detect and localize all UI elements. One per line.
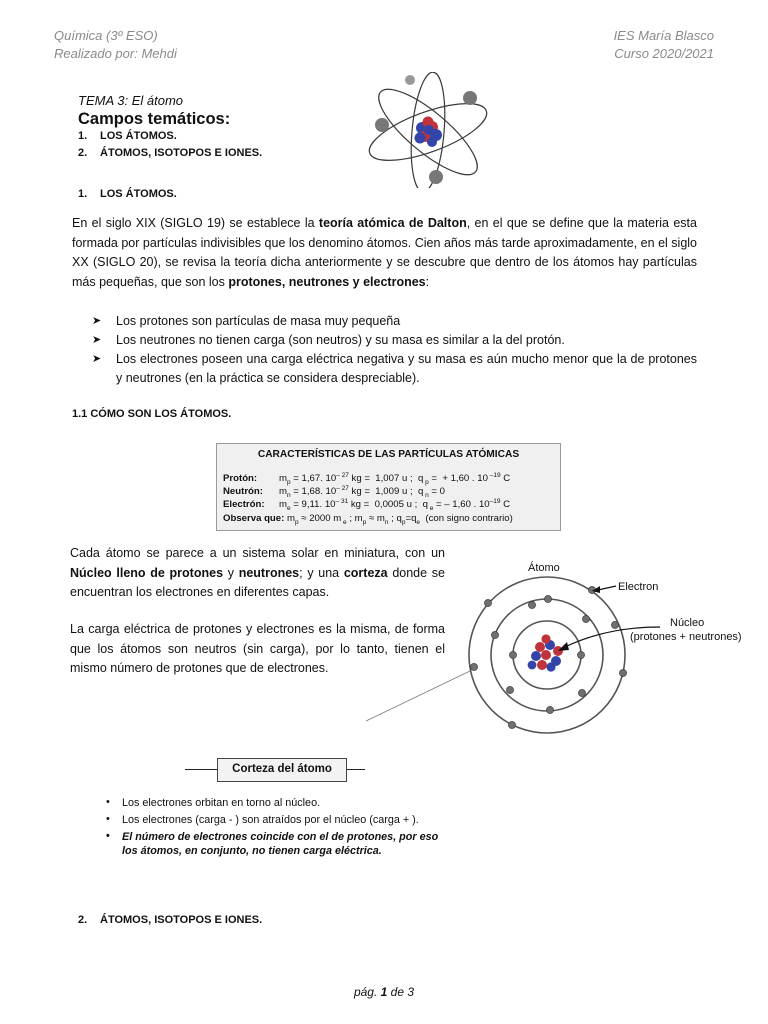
text-run: , en el que se define que la materia esta formada por partículas indivisibles que los denomino átomos. Cien años más tarde aproximadamente, en el siglo XX (SIGLO 20), se revisa la teoría dicha anteriormente y se descubre que dentro de los átomos hay partículas más pequeñas, que son los (72, 216, 697, 289)
electron-label: Electron (618, 581, 659, 593)
index-label: LOS ÁTOMOS. (100, 130, 177, 142)
section-1-1-heading: 1.1 CÓMO SON LOS ÁTOMOS. (72, 408, 232, 420)
list-item-text: Los neutrones no tienen carga (son neutros) y su masa es similar a la del protón. (116, 333, 565, 347)
nucleus-sublabel: (protones + neutrones) (630, 631, 742, 643)
list-item (78, 331, 697, 350)
footer-prefix: pág. (353, 985, 381, 999)
index-item (78, 130, 177, 142)
index-item (78, 147, 262, 159)
neutron-row: Neutrón: $m_n = 1,68$. $10^{- 27}$ kg = 1,009 u ; q $_n$ = 0 (223, 485, 445, 499)
section-title: LOS ÁTOMOS. (100, 188, 177, 200)
row-label: Protón: (223, 473, 258, 484)
header-subject: Química (3º ESO) (54, 28, 158, 43)
index-label: ÁTOMOS, ISOTOPOS E IONES. (100, 147, 263, 159)
section-title: ÁTOMOS, ISOTOPOS E IONES. (100, 914, 263, 926)
page-number: 1 (380, 985, 388, 999)
list-item-text: El número de electrones coincide con el de protones, por eso los átomos, en conjunto, no tienen carga eléctrica. (122, 831, 439, 857)
electron-row: Electrón: $m_e = 9,11$. $10^{- 31}$ kg = 0,0005 u ; q $_e$ = – 1,60 . $10^{-19}$ C (223, 498, 511, 512)
campos-title: Campos temáticos: (78, 110, 231, 128)
list-item-text: Los electrones orbitan en torno al núcleo. (122, 797, 321, 809)
index-num: 1. (78, 130, 88, 142)
text-run-bold: teoría atómica de Dalton (318, 216, 467, 230)
atom-illustration (362, 72, 494, 188)
header-author: Realizado por: Mehdi (54, 46, 177, 61)
section-num: 1. (78, 188, 88, 200)
row-label: Neutrón: (223, 486, 263, 497)
bullet-icon: • (106, 796, 110, 808)
corteza-line-right (347, 769, 365, 770)
text-run: donde se encuentran los electrones en diferentes capas. (70, 565, 445, 599)
corteza-list (100, 796, 450, 861)
list-item (100, 796, 450, 810)
header-course: Curso 2020/2021 (614, 46, 714, 61)
proton-row: Protón: $m_p = 1,67$. $10^{- 27}$ kg = 1,007 u ; q $_p$ = + 1,60 . 10 $^{-19}$ C (223, 472, 511, 486)
nucleus-label: Núcleo (670, 617, 705, 629)
text-run-bold: Núcleo lleno de protones (70, 565, 224, 580)
tema-title: TEMA 3: El átomo (78, 93, 183, 108)
text-run-bold: protones, neutrones y electrones (228, 274, 426, 289)
nucleus-icon (528, 634, 563, 671)
row-label: Observa que: (223, 513, 285, 524)
text-run: En el siglo XIX (SIGLO 19) se establece la (72, 216, 319, 230)
nucleus-icon (415, 117, 443, 148)
page-header-left (54, 27, 177, 63)
list-item (100, 813, 450, 827)
bullet-icon: • (106, 830, 110, 842)
list-item-text: Los protones son partículas de masa muy pequeña (116, 314, 401, 328)
list-item (100, 830, 450, 858)
text-run-bold: neutrones (238, 565, 300, 580)
page-footer (0, 985, 768, 999)
particles-table-image (216, 443, 561, 531)
text-run: Cada átomo se parece a un sistema solar en miniatura, con un (70, 546, 445, 560)
charge-paragraph: La carga eléctrica de protones y electrones es la misma, de forma que los átomos son neutros (sin carga), por lo tanto, tienen el mismo número de protones que de electrones. (70, 622, 445, 675)
bullet-icon: • (106, 813, 110, 825)
header-school: IES María Blasco (613, 28, 714, 43)
corteza-title-box: Corteza del átomo (217, 758, 347, 782)
index-num: 2. (78, 147, 88, 159)
page-header-right (614, 27, 714, 63)
particles-table-title: CARACTERÍSTICAS DE LAS PARTÍCULAS ATÓMICAS (257, 449, 520, 460)
observa-row: Observa que: $m_p \approx 2000$ m $_e$ ; $m_p \approx m_n$ ; $q_p=q_e$ (con signo contrario) (223, 513, 513, 526)
particles-list (78, 312, 697, 388)
list-item-text: Los electrones (carga - ) son atraídos por el núcleo (carga + ). (122, 814, 419, 826)
list-item (78, 350, 697, 388)
arrow-bullet-icon: ➤ (92, 353, 102, 365)
corteza-line-left (185, 769, 217, 770)
atom-diagram-title: Átomo (528, 562, 560, 574)
arrow-bullet-icon: ➤ (92, 315, 102, 327)
section-2-heading (78, 914, 262, 926)
atom-diagram (360, 555, 760, 750)
list-item-text: Los electrones poseen una carga eléctrica negativa y su masa es aún mucho menor que la de protones y neutrones (en la práctica se considera despreciable). (116, 352, 697, 385)
text-run-bold: corteza (343, 565, 388, 580)
text-run: : (425, 274, 430, 289)
text-run: ; y una (299, 565, 344, 580)
dalton-paragraph (72, 214, 697, 292)
list-item (78, 312, 697, 331)
arrow-bullet-icon: ➤ (92, 334, 102, 346)
section-num: 2. (78, 914, 88, 926)
footer-total: de 3 (387, 985, 415, 999)
section-1-heading (78, 188, 177, 200)
row-label: Electrón: (223, 499, 265, 510)
text-run: y (223, 565, 239, 580)
